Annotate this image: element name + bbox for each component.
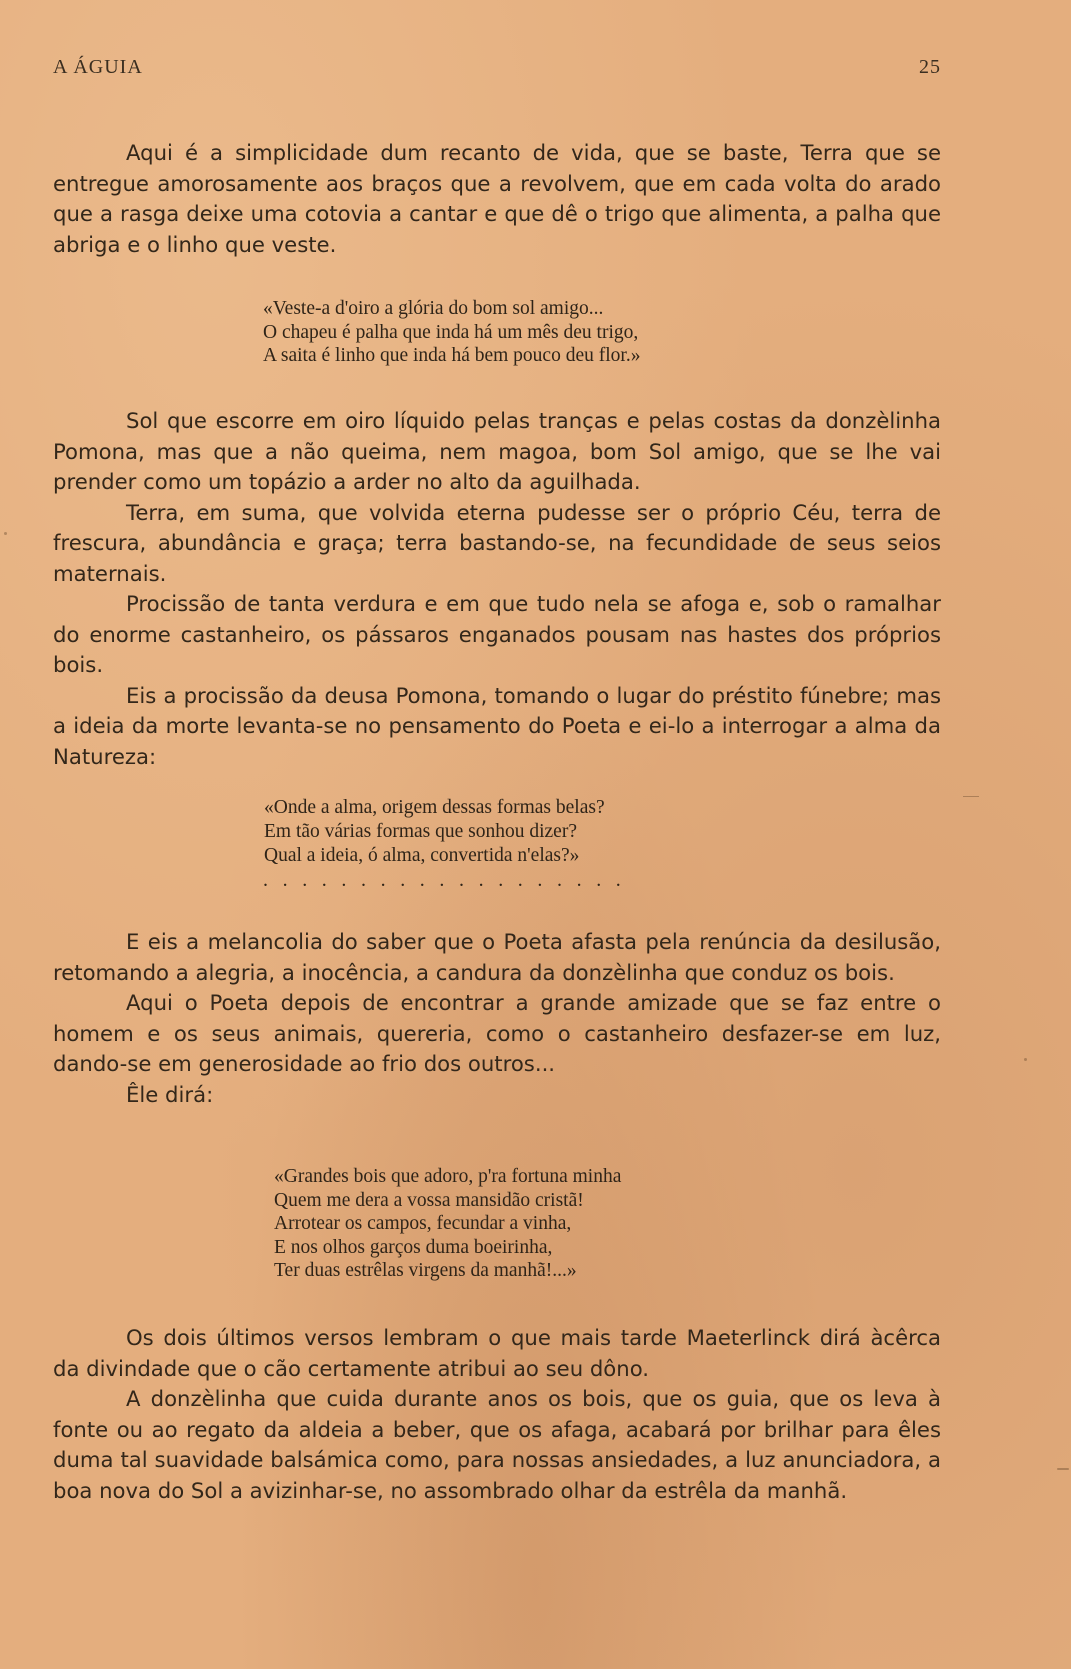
paper-speck	[1057, 1468, 1069, 1470]
prose-block-3	[53, 927, 941, 1110]
paragraph: Aqui é a simplicidade dum recanto de vida, que se baste, Terra que se entregue amorosamente aos braços que a revolvem, que em cada volta do arado que a rasga deixe uma cotovia a cantar e que dê o trigo que alimenta, a palha que abriga e o linho que veste.	[53, 140, 941, 257]
prose-block-4	[53, 1323, 941, 1506]
poem-stanza-3	[274, 1165, 621, 1283]
ellipsis-row: ...................	[263, 869, 636, 891]
poem-line: A saita é linho que inda há bem pouco deu flor.»	[263, 345, 641, 366]
paper-speck	[963, 796, 979, 797]
poem-line: «Grandes bois que adoro, p'ra fortuna minha	[274, 1166, 622, 1187]
poem-line: O chapeu é palha que inda há um mês deu trigo,	[263, 321, 639, 343]
paragraph: Procissão de tanta verdura e em que tudo nela se afoga e, sob o ramalhar do enorme castanheiro, os pássaros enganados pousam nas hastes dos próprios bois.	[53, 591, 941, 677]
page-number: 25	[919, 56, 941, 78]
paragraph: Terra, em suma, que volvida eterna pudesse ser o próprio Céu, terra de frescura, abundância e graça; terra bastando-se, na fecundidade de seus seios maternais.	[53, 499, 941, 586]
paragraph: Sol que escorre em oiro líquido pelas tranças e pelas costas da donzèlinha Pomona, mas que a não queima, nem magoa, bom Sol amigo, que se lhe vai prender como um topázio a arder no alto da aguilhada.	[53, 408, 941, 494]
paragraph: E eis a melancolia do saber que o Poeta afasta pela renúncia da desilusão, retomando a alegria, a inocência, a candura da donzèlinha que conduz os bois.	[53, 929, 941, 985]
prose-block-2	[53, 406, 941, 772]
page-header	[53, 56, 941, 82]
poem-stanza-2	[264, 796, 605, 868]
poem-line: Em tão várias formas que sonhou dizer?	[264, 821, 577, 842]
paragraph: Eis a procissão da deusa Pomona, tomando o lugar do préstito fúnebre; mas a ideia da morte levanta-se no pensamento do Poeta e ei-lo a interrogar a alma da Natureza:	[53, 682, 941, 769]
paragraph: Os dois últimos versos lembram o que mais tarde Maeterlinck dirá àcêrca da divindade que o cão certamente atribui ao seu dôno.	[53, 1325, 941, 1381]
paragraph: A donzèlinha que cuida durante anos os bois, que os guia, que os leva à fonte ou ao regato da aldeia a beber, que os afaga, acabará por brilhar para êles duma tal suavidade balsámica como, para nossas ansiedades, a luz anunciadora, a boa nova do Sol a avizinhar-se, no assombrado olhar da estrêla da manhã.	[53, 1386, 941, 1503]
paper-speck	[4, 532, 7, 535]
poem-line: Quem me dera a vossa mansidão cristã!	[274, 1189, 584, 1211]
poem-line: E nos olhos garços duma boeirinha,	[274, 1236, 553, 1258]
poem-stanza-1	[263, 297, 640, 368]
poem-line: Arrotear os campos, fecundar a vinha,	[274, 1213, 572, 1234]
poem-line: Qual a ideia, ó alma, convertida n'elas?»	[264, 845, 580, 866]
paper-speck	[1024, 1058, 1027, 1061]
paragraph: Aqui o Poeta depois de encontrar a grande amizade que se faz entre o homem e os seus animais, quereria, como o castanheiro desfazer-se em luz, dando-se em generosidade ao frio dos outros...	[53, 990, 941, 1076]
poem-line: «Veste-a d'oiro a glória do bom sol amigo...	[263, 298, 604, 319]
running-title: A ÁGUIA	[53, 56, 143, 78]
prose-block-1	[53, 138, 941, 260]
paragraph: Êle dirá:	[126, 1081, 214, 1107]
poem-line: «Onde a alma, origem dessas formas belas?	[264, 797, 605, 818]
poem-line: Ter duas estrêlas virgens da manhã!...»	[274, 1260, 577, 1281]
